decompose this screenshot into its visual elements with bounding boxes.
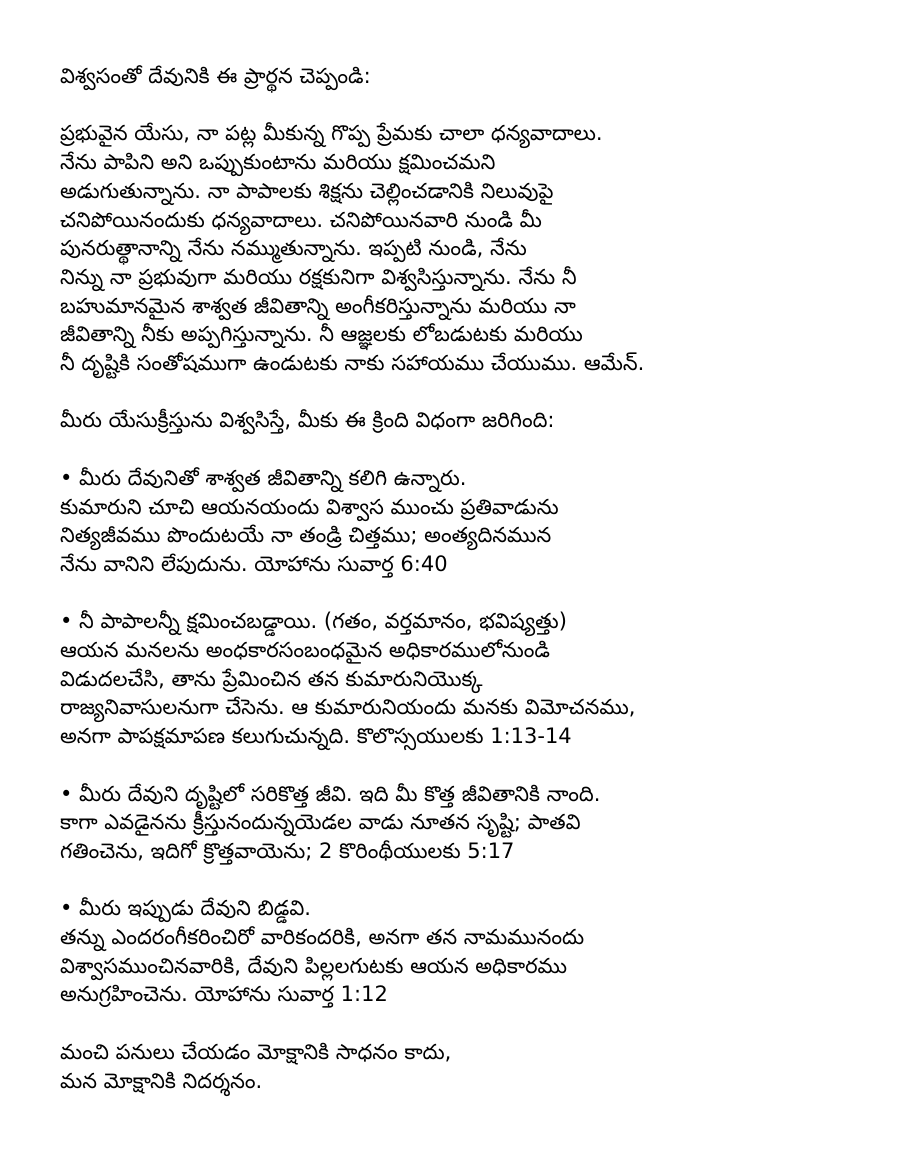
point-line: నిత్యజీవము పొందుటయే నా తండ్రి చిత్తము; అంత్యదినమున	[60, 523, 552, 548]
point-line: • మీరు దేవునితో శాశ్వత జీవితాన్ని కలిగి ఉన్నారు.	[60, 465, 467, 490]
point-line: కుమారుని చూచి ఆయనయందు విశ్వాస ముంచు ప్రతివాడును	[60, 494, 559, 519]
prayer-line: నిన్ను నా ప్రభువుగా మరియు రక్షకునిగా విశ్వసిస్తున్నాను. నేను నీ	[60, 264, 577, 289]
prayer-line: బహుమానమైన శాశ్వత జీవితాన్ని అంగీకరిస్తున్నాను మరియు నా	[60, 293, 576, 318]
intro-line: మీరు యేసుక్రీస్తును విశ్వసిస్తే, మీకు ఈ క్రింది విధంగా జరిగింది:	[60, 408, 555, 433]
prayer-line: చనిపోయినందుకు ధన్యవాదాలు. చనిపోయినవారి నుండి మీ	[60, 207, 542, 232]
point-line: కాగా ఎవడైనను క్రీస్తునందున్నయెడల వాడు నూతన సృష్టి; పాతవి	[60, 810, 581, 835]
prayer-line: నీ దృష్టికి సంతోషముగా ఉండుటకు నాకు సహాయము చేయుము. ఆమేన్.	[60, 351, 645, 376]
point-forgiven	[60, 607, 864, 751]
closing-line: మంచి పనులు చేయడం మోక్షానికి సాధనం కాదు,	[60, 1039, 452, 1064]
prayer-line: అడుగుతున్నాను. నా పాపాలకు శిక్షను చెల్లించడానికి నిలువుపై	[60, 178, 554, 203]
intro-block	[60, 406, 864, 435]
point-line: • మీరు దేవుని దృష్టిలో సరికొత్త జీవి. ఇది మీ కొత్త జీవితానికి నాంది.	[60, 781, 601, 806]
heading: విశ్వసంతో దేవునికి ఈ ప్రార్థన చెప్పండి:	[60, 64, 371, 88]
closing-line: మన మోక్షానికి నిదర్శనం.	[60, 1068, 263, 1093]
point-line: అనుగ్రహించెను. యోహాను సువార్త 1:12	[60, 982, 388, 1007]
point-line: రాజ్యనివాసులనుగా చేసెను. ఆ కుమారునియందు మనకు విమోచనము,	[60, 695, 636, 720]
point-new-creation	[60, 780, 864, 866]
point-line: తన్ను ఎందరంగీకరించిరో వారికందరికి, అనగా తన నామమునందు	[60, 925, 585, 949]
prayer-line: నేను పాపిని అని ఒప్పుకుంటాను మరియు క్షమించమని	[60, 150, 496, 175]
point-line: అనగా పాపక్షమాపణ కలుగుచున్నది. కొలొస్సయులకు 1:13-14	[60, 724, 572, 749]
prayer-line: జీవితాన్ని నీకు అప్పగిస్తున్నాను. నీ ఆజ్ఞలకు లోబడుటకు మరియు	[60, 322, 583, 347]
point-line: నేను వానిని లేపుదును. యోహాను సువార్త 6:40	[60, 551, 448, 576]
prayer-paragraph	[60, 119, 864, 377]
point-eternal-life	[60, 464, 864, 579]
point-line: • నీ పాపాలన్నీ క్షమించబడ్డాయి. (గతం, వర్తమానం, భవిష్యత్తు)	[60, 609, 567, 634]
point-line: విశ్వాసముంచినవారికి, దేవుని పిల్లలగుటకు ఆయన అధికారము	[60, 953, 568, 978]
point-line: విడుదలచేసి, తాను ప్రేమించిన తన కుమారునియొక్క	[60, 666, 483, 691]
point-line: గతించెను, ఇదిగో క్రొత్తవాయెను; 2 కొరింథీయులకు 5:17	[60, 838, 515, 863]
point-line: • మీరు ఇప్పుడు దేవుని బిడ్డవి.	[60, 896, 311, 921]
heading-block	[60, 62, 864, 91]
prayer-line: పునరుత్థానాన్ని నేను నమ్ముతున్నాను. ఇప్పటి నుండి, నేను	[60, 236, 527, 261]
point-line: ఆయన మనలను అంధకారసంబంధమైన అధికారములోనుండి	[60, 638, 550, 662]
closing-block	[60, 1038, 864, 1095]
point-child-of-god	[60, 894, 864, 1009]
prayer-line: ప్రభువైన యేసు, నా పట్ల మీకున్న గొప్ప ప్రేమకు చాలా ధన్యవాదాలు.	[60, 121, 603, 146]
